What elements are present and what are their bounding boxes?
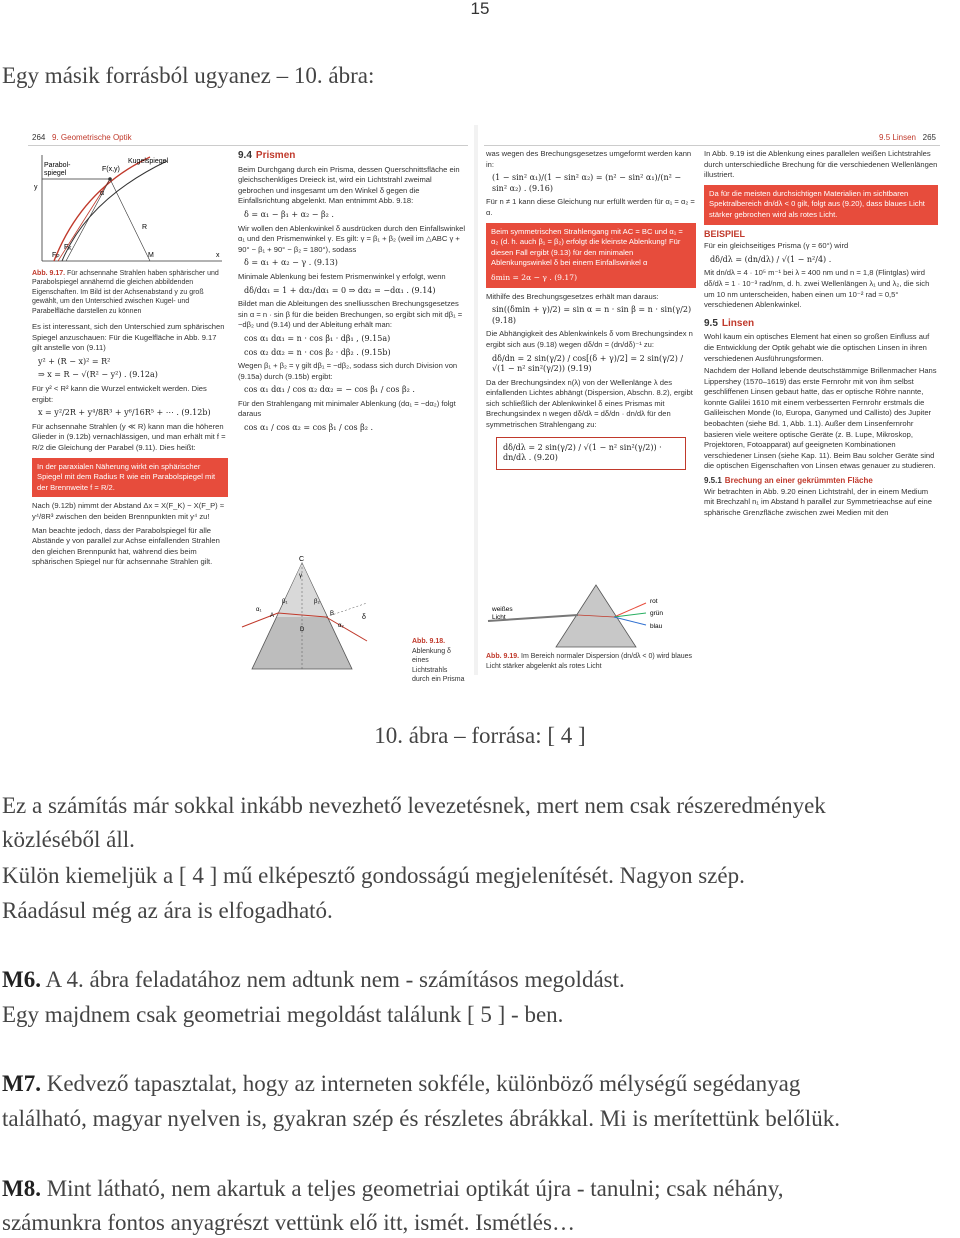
left-column-1: [32, 149, 228, 671]
m6-line-2: Egy majdnem csak geometriai megoldást találunk [ 5 ] - ben.: [2, 1002, 564, 1027]
left-para-4: Nach (9.12b) nimmt der Abstand Δx = X(F_K) − X(F_P) ≈ y⁴/8R³ zwischen den beiden Brennpunkten mit y⁴ zu!: [32, 501, 224, 521]
right-column-2: [704, 149, 938, 671]
r2-para-6: Wir betrachten in Abb. 9.20 einen Lichtstrahl, der in einem Medium mit Brechzahl n₁ im Abstand h parallel zur Symmetrieachse auf eine sphärische Grenzfläche zwischen zwei Medien mit den: [704, 486, 932, 517]
prism-eq-4: cos α₁ dα₁ = n · cos β₁ · dβ₁ , (9.15a): [244, 333, 391, 343]
r-para-4: Die Abhängigkeit des Ablenkwinkels δ vom Brechungsindex n ergibt sich aus (9.18) wegen dδ/dn = (dn/dδ)⁻¹ zu:: [486, 329, 693, 349]
prism-eq-7: cos α₁ / cos α₂ = cos β₁ / cos β₂ .: [244, 423, 374, 433]
m8-text-1: Mint látható, nem akartuk a teljes geometriai optikát újra - tanulni; csak néhány,: [40, 1176, 784, 1201]
intro-line: Egy másik forrásból ugyanez – 10. ábra:: [2, 63, 375, 88]
prism-eq-5: cos α₂ dα₂ = n · cos β₂ · dβ₂ . (9.15b): [244, 347, 391, 357]
para-2-line-1: Külön kiemeljük a [ 4 ] mű elképesztő gondosságú megjelenítését. Nagyon szép.: [2, 863, 745, 888]
r-highlight-box: [486, 223, 696, 288]
r-para-3: Mithilfe des Brechungsgesetzes erhält man daraus:: [486, 291, 659, 301]
m8-line-2: számunkra fontos anyagrészt vettünk elő itt, ismét. Ismétlés…: [2, 1210, 575, 1235]
r2-para-1: In Abb. 9.19 ist die Ablenkung eines parallelen weißen Lichtstrahles durch unterschiedliche Brechung für die verschiedenen Wellenlängen illustriert.: [704, 149, 938, 180]
right-header-rule: [484, 145, 940, 146]
label-parabol: Parabol-: [44, 162, 71, 169]
prism-eq-3: dδ/dα₁ = 1 + dα₂/dα₁ = 0 ⇒ dα₂ = −dα₁ . (9.14): [244, 285, 436, 295]
label-y: y: [34, 184, 38, 191]
m8-label: M8.: [2, 1176, 41, 1201]
r2-para-4: Wohl kaum ein optisches Element hat einen so großen Einfluss auf die Entwicklung der Optik gehabt wie die optischen Linsen in ihren verschiedenen Ausführungsformen.: [704, 332, 930, 363]
label-fxy: F(x,y): [102, 166, 120, 173]
book-gutter: [474, 125, 478, 675]
label-kugelspiegel: Kugelspiegel: [128, 158, 169, 165]
r-eq-2: sin((δmin + γ)/2) = sin α = n · sin β = n · sin(γ/2) (9.18): [492, 305, 692, 325]
label-rot: rot: [650, 598, 658, 605]
label-a: A: [270, 613, 275, 619]
point-fxy: [108, 177, 112, 181]
fig-9-19-caption: Abb. 9.19. Im Bereich normaler Dispersion (dn/dλ < 0) wird blaues Licht stärker abgelenkt als rotes Licht: [486, 653, 693, 670]
r2-eq-1: dδ/dλ = (dn/dλ) / √(1 − n²/4) .: [710, 254, 832, 264]
r-para-5: Da der Brechungsindex n(λ) von der Wellenlänge λ des einfallenden Lichtes abhängt (Dispersion, Abschn. 8.2), ergibt sich schließlich der Ablenkwinkel δ eines Prismas mit Brechungsindex n wegen dδ/dλ = dδ/dn · dn/dλ für den symmetrischen Strahlengang zu:: [486, 377, 693, 430]
fig-9-17-mirror-diagram: [32, 149, 228, 265]
label-x: x: [216, 252, 220, 259]
r-boxed-eq: dδ/dλ = 2 sin(γ/2) / √(1 − n² sin²(γ/2)) · dn/dλ . (9.20): [496, 437, 686, 470]
left-page-number: 264: [32, 133, 46, 142]
left-chapter-title: 9. Geometrische Optik: [52, 133, 132, 142]
prism-eq-2: δ = α₁ + α₂ − γ . (9.13): [244, 258, 338, 268]
r-eq-3: dδ/dn = 2 sin(γ/2) / cos[(δ + γ)/2] = 2 sin(γ/2) / √(1 − n² sin²(γ/2)) (9.19): [492, 353, 684, 374]
left-para-2: Für y² < R² kann die Wurzel entwickelt werden. Dies ergibt:: [32, 384, 207, 404]
m6-line-1: [2, 966, 625, 994]
label-alpha1: α₁: [256, 607, 262, 613]
figure-caption: 10. ábra – forrása: [ 4 ]: [374, 723, 586, 748]
r2-para-2: Für ein gleichseitiges Prisma (γ = 60°) wird: [704, 241, 849, 251]
label-beta2: β₂: [314, 599, 320, 605]
section-linsen: 9.5 Linsen: [704, 317, 755, 329]
left-page-header: [32, 133, 132, 144]
m6-text-1: A 4. ábra feladatához nem adtunk nem - számításos megoldást.: [40, 967, 625, 992]
left-para-1: Es ist interessant, sich den Unterschied zum sphärischen Spiegel anzuschauen: Für die Kugelfläche in Abb. 9.17 gilt anstelle von (9.11): [32, 322, 225, 353]
r-para-2: Für n ≠ 1 kann diese Gleichung nur erfüllt werden für α₁ = α₂ = α.: [486, 197, 695, 217]
prism-para-6: Für den Strahlengang mit minimaler Ablenkung (dα₁ = −dα₂) folgt daraus: [238, 398, 456, 419]
label-r: R: [142, 224, 148, 231]
label-licht: Licht: [492, 614, 506, 621]
left-eq-2: ⇒ x = R − √(R² − y²) . (9.12a): [38, 370, 158, 380]
label-delta: δ: [362, 614, 366, 621]
prism-para-3: Minimale Ablenkung bei festem Prismenwinkel γ erfolgt, wenn: [238, 271, 446, 281]
label-alpha2: α₂: [338, 623, 344, 629]
m6-label: M6.: [2, 967, 41, 992]
r-para-1: was wegen des Brechungsgesetzes umgeformt werden kann in:: [486, 149, 692, 169]
m7-line-1: [2, 1070, 800, 1098]
left-header-rule: [28, 145, 468, 146]
label-beta1: β₁: [282, 599, 288, 605]
prism-para-2: Wir wollen den Ablenkwinkel δ ausdrücken durch den Einfallswinkel α₁ und den Prismenwinkel γ. Es gilt: γ = β₁ + β₂ (weil im △ABC γ + 90° − β₁ + 90° − β₂ = 180°), sodass: [238, 223, 466, 254]
m8-line-1: [2, 1175, 784, 1203]
label-alpha: α: [100, 190, 105, 197]
section-prismen: 9.4 Prismen: [238, 150, 296, 161]
right-page-number: 265: [922, 133, 936, 142]
para-1-line-1: Ez a számítás már sokkal inkább nevezhető levezetésnek, mert nem csak részeredmények: [2, 793, 826, 818]
label-gruen: grün: [650, 610, 664, 617]
label-gamma: γ: [299, 573, 302, 579]
label-c: C: [299, 556, 305, 563]
fig-9-17-caption: Abb. 9.17. Für achsennahe Strahlen haben sphärischer und Parabolspiegel annähernd die gleichen abbildenden Eigenschaften. Im Bild ist der Achsenabstand y zu groß gewählt, um den Unterschied zwischen Kugel- und Parabelfläche darstellen zu können: [32, 269, 219, 315]
label-b: B: [330, 611, 335, 617]
right-chapter-title: 9.5 Linsen: [879, 133, 916, 142]
para-1-line-2: közléséből áll.: [2, 827, 135, 852]
book-left-page: [28, 125, 468, 683]
prism-para-1: Beim Durchgang durch ein Prisma, dessen Querschnittsfläche ein gleichschenkliges Dreieck ist, wird ein Lichtstrahl zweimal gebrochen und insgesamt um den Winkel δ gegen die Einfallsrichtung abgelenkt. Man entnimmt Abb. 9.18:: [238, 164, 460, 206]
prism-eq-6: cos α₁ dα₁ / cos α₂ dα₂ = − cos β₁ / cos β₂ .: [244, 385, 415, 395]
left-eq-3: x = y²/2R + y⁴/8R³ + y⁶/16R⁵ + ⋯ . (9.12b): [38, 408, 211, 418]
subsection-brechung: 9.5.1 Brechung an einer gekrümmten Fläche: [704, 476, 873, 486]
r-eq-1: (1 − sin² α₁)/(1 − sin² α₂) = (n² − sin² α₁)/(n² − sin² α₂) . (9.16): [492, 173, 682, 193]
left-highlight-box: In der paraxialen Näherung wirkt ein sphärischer Spiegel mit dem Radius R wie ein Parabolspiegel mit der Brennweite f = R/2.: [32, 458, 228, 498]
para-2-line-2: Ráadásul még az ára is elfogadható.: [2, 898, 333, 923]
fig-9-19-dispersion-diagram: [486, 581, 696, 651]
book-figure: [28, 125, 940, 683]
label-blau: blau: [650, 623, 663, 630]
r2-para-3: Mit dn/dλ = 4 · 10⁵ m⁻¹ bei λ = 400 nm und n = 1,8 (Flintglas) wird dδ/dλ = 1 · 10⁻³ rad/nm, d. h. zwei Wellenlängen λ₁ und λ₂, die sich um 10 nm unterscheiden, haben einen um 10⁻² rad ≈ 0,5° verschiedenen Ablenkwinkel.: [704, 268, 930, 310]
left-para-5: Man beachte jedoch, dass der Parabolspiegel für alle Abstände y von parallel zur Achse einfallenden Strahlen den gleichen Brennpunkt hat, während dies beim sphärischen Spiegel nur für achsennahe Strahlen gilt.: [32, 525, 220, 567]
m7-text-1: Kedvező tapasztalat, hogy az interneten sokféle, különböző mélységű segédanyag: [40, 1071, 801, 1096]
m7-line-2: található, magyar nyelven is, gyakran szép és részletes ábrákkal. Mi is merítettünk belőlük.: [2, 1106, 840, 1131]
label-fp: FP: [52, 252, 60, 260]
label-spiegel: spiegel: [44, 170, 67, 177]
page-number: 15: [470, 0, 490, 18]
left-para-3: Für achsennahe Strahlen (y ≪ R) kann man die höheren Glieder in (9.12b) vernachlässigen, und man erhält mit f = R/2 die Gleichung der Parabel (9.11). Dies heißt:: [32, 421, 226, 453]
sphere-curve: [62, 161, 167, 261]
prism-para-4: Bildet man die Ableitungen des snelliusschen Brechungsgesetzes sin α = n · sin β für die beiden Brechungen, so ergibt sich mit dβ₁ = −dβ₂ und (9.14) und der Ableitung erhält man:: [238, 299, 463, 330]
right-page-header: [879, 133, 936, 144]
fig-9-18-caption: Abb. 9.18. Ablenkung δ eines Lichtstrahls durch ein Prisma: [412, 638, 465, 683]
label-fk: FK: [64, 244, 72, 252]
beispiel-heading: BEISPIEL: [704, 228, 746, 239]
label-weisses: weißes: [492, 606, 513, 613]
label-m: M: [148, 252, 154, 259]
radius-line: [110, 179, 150, 261]
r-box-text: Beim symmetrischen Strahlengang mit AC = BC und α₁ = α₂ (d. h. auch β₁ = β₂) erfolgt die kleinste Ablenkung! Für diesen Fall ergibt (9.13) für den minimalen Ablenkungswinkel δ bei einem Einfallswinkel α: [491, 226, 683, 268]
m7-label: M7.: [2, 1071, 41, 1096]
book-right-page: [484, 125, 940, 675]
prism-para-5: Wegen β₁ + β₂ = γ gilt dβ₁ = −dβ₂, sodass sich durch Division von (9.15a) durch (9.15b) ergibt:: [238, 361, 458, 381]
r2-highlight-box: Da für die meisten durchsichtigen Materialien im sichtbaren Spektralbereich dn/dλ < 0 gilt, folgt aus (9.20), dass blaues Licht stärker gebrochen wird als rotes Licht.: [704, 185, 938, 225]
r-box-eq: δmin = 2α − γ . (9.17): [491, 272, 578, 282]
r2-para-5: Nachdem der Holland lebende deutschstämmige Brillenmacher Hans Lippershey (1570–1619) das erste Fernrohr mit von ihm selbst geschliffenen Linsen gebaut hatte, das er optische Röhre nannte, konnte Galilei 1610 mit einem verbesserten Fernrohr erstmals die Galileischen Monde (Io, Europa, Ganymed und Callisto) des Jupiter beobachten (siehe Bd. 1, Abb. 1.1). Außer dem Linsenfernrohr basieren viele weitere optische Geräte (z. B. Lupe, Mikroskop, Projektoren, Fotoapparat) auf geeigneten Kombinationen verschiedener Linsen (siehe Kap. 11). Beim Bau solcher Geräte sind die optischen Eigenschaften von Linsen etwas genauer zu studieren.: [704, 366, 937, 471]
left-eq-1: y² + (R − x)² = R²: [38, 356, 111, 366]
prism-eq-1: δ = α₁ − β₁ + α₂ − β₂ .: [244, 209, 334, 219]
label-d: D: [300, 627, 305, 633]
